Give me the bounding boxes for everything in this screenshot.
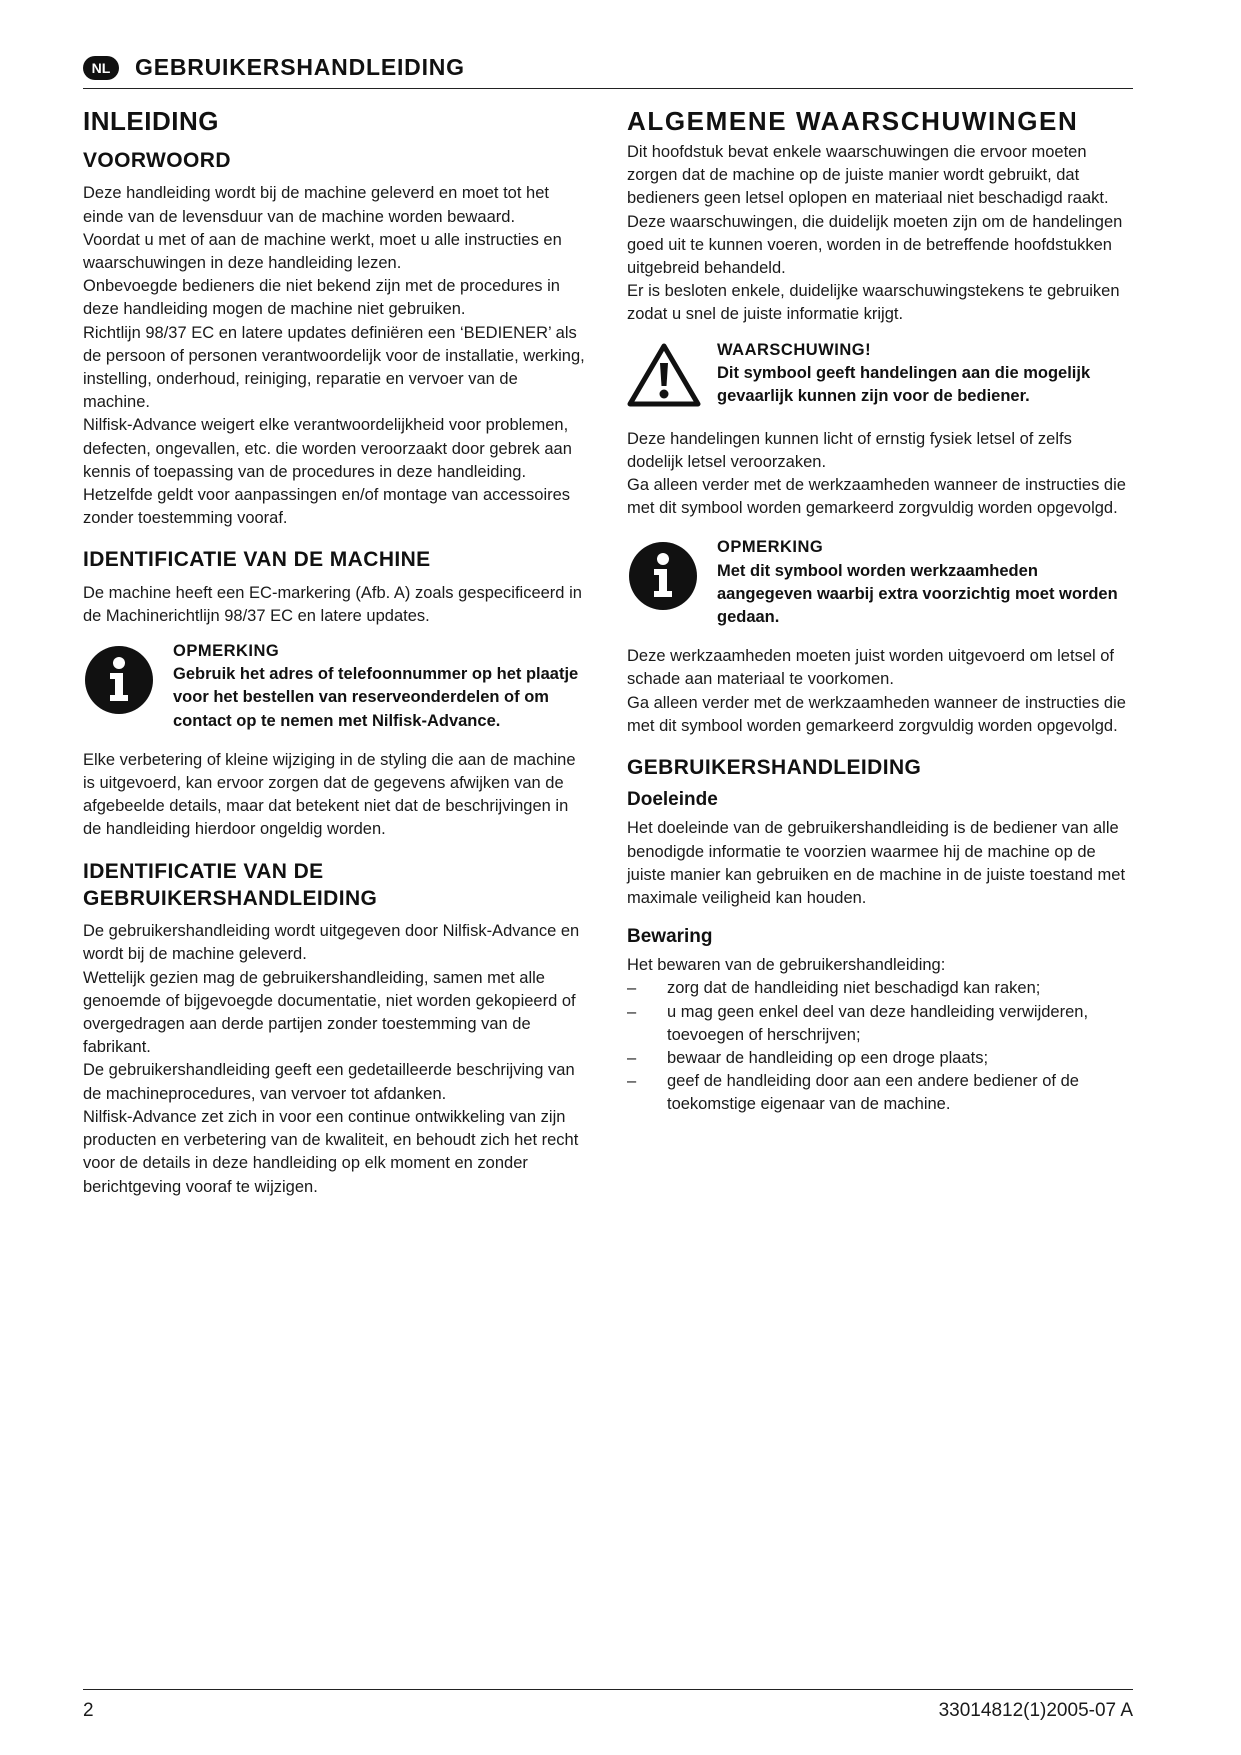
paragraph: Richtlijn 98/37 EC en latere updates definiëren een ‘BEDIENER’ als de persoon of personen verantwoordelijk voor de installatie, werking, instelling, onderhoud, reiniging, reparatie en vervoer van de machine. (83, 323, 585, 412)
paragraph: Het bewaren van de gebruikershandleiding: (627, 956, 946, 975)
note-text (717, 536, 1132, 629)
paragraph: De machine heeft een EC-markering (Afb. A) zoals gespecificeerd in de Machinerichtlijn 98/37 EC en latere updates. (83, 583, 582, 625)
note-body: Met dit symbool worden werkzaamheden aangegeven waarbij extra voorzichtig moet worden gedaan. (717, 561, 1118, 627)
warning-box (627, 339, 1132, 412)
list-item: – geef de handleiding door aan een andere bediener of de toekomstige eigenaar van de machine. (627, 1070, 1132, 1116)
paragraph: Nilfisk-Advance weigert elke verantwoordelijkheid voor problemen, defecten, ongevallen, etc. die worden veroorzaakt door gebrek aan kennis of toepassing van de procedures in deze handleiding. (83, 416, 572, 481)
paragraph: Elke verbetering of kleine wijziging in de styling die aan de machine is uitgevoerd, kan ervoor zorgen dat de gegevens afwijken van de afgebeelde details, maar dat betekent niet dat de beschrijvingen in de handleiding hierdoor ongeldig worden. (83, 750, 576, 839)
list-item: – bewaar de handleiding op een droge plaats; (627, 1047, 1132, 1070)
heading-line: GEBRUIKERSHANDLEIDING (83, 886, 378, 910)
heading-purpose: Doeleinde (627, 789, 718, 811)
document-code: 33014812(1)2005-07 A (938, 1700, 1133, 1721)
header-title: GEBRUIKERSHANDLEIDING (135, 54, 465, 80)
paragraph: Deze waarschuwingen, die duidelijk moeten zijn om de handelingen goed uit te kunnen voeren, worden in de betreffende hoofdstukken uitgebreid behandeld. (627, 212, 1123, 278)
note-box (83, 640, 588, 733)
paragraph: Deze werkzaamheden moeten juist worden uitgevoerd om letsel of schade aan materiaal te voorkomen. (627, 647, 1115, 689)
right-column (627, 106, 1132, 1117)
page-footer (83, 1689, 1133, 1730)
paragraph: Hetzelfde geldt voor aanpassingen en/of montage van accessoires zonder toestemming vooraf. (83, 485, 571, 528)
language-badge: NL (83, 56, 119, 80)
list-item: – zorg dat de handleiding niet beschadigd kan raken; (627, 977, 1132, 1000)
section-title-inleiding: INLEIDING (83, 106, 219, 136)
warning-triangle-icon (627, 339, 717, 412)
heading-storage: Bewaring (627, 926, 713, 948)
storage-list (627, 977, 1132, 1116)
note-followup (627, 645, 1132, 738)
paragraph: De gebruikershandleiding geeft een gedetailleerde beschrijving van de machineprocedures, van vervoer tot afdanken. (83, 1061, 575, 1103)
paragraph: Onbevoegde bedieners die niet bekend zijn met de procedures in deze handleiding mogen de machine niet gebruiken. (83, 277, 560, 319)
paragraph: Er is besloten enkele, duidelijke waarschuwingstekens te gebruiken zodat u snel de juiste informatie krijgt. (627, 282, 1120, 324)
warning-text (717, 339, 1132, 412)
paragraph: Wettelijk gezien mag de gebruikershandleiding, samen met alle genoemde of bijgevoegde documentatie, niet worden gekopieerd of overgedragen aan derde partijen zonder toestemming van de fabrikant. (83, 968, 576, 1057)
paragraph: Deze handleiding wordt bij de machine geleverd en moet tot het einde van de levensduur van de machine worden bewaard. (83, 184, 549, 226)
warning-label: WAARSCHUWING! (717, 340, 872, 359)
paragraph: Voordat u met of aan de machine werkt, moet u alle instructies en waarschuwingen in deze handleiding lezen. (83, 230, 562, 272)
page-header (83, 52, 1133, 89)
voorwoord-body (83, 182, 588, 530)
note-text (173, 640, 588, 733)
info-icon (627, 536, 717, 629)
heading-user-manual: GEBRUIKERSHANDLEIDING (627, 756, 922, 780)
paragraph: De gebruikershandleiding wordt uitgegeven door Nilfisk-Advance en wordt bij de machine geleverd. (83, 922, 580, 964)
left-column (83, 106, 588, 1199)
paragraph: Ga alleen verder met de werkzaamheden wanneer de instructies die met dit symbool worden gemarkeerd zorgvuldig worden opgevolgd. (627, 693, 1126, 735)
manual-identification-body (83, 920, 588, 1198)
paragraph: Dit hoofdstuk bevat enkele waarschuwingen die ervoor moeten zorgen dat de machine op de juiste manier wordt gebruikt, dat bedieners geen letsel oplopen en materiaal niet beschadigd raakt. (627, 143, 1109, 208)
paragraph: Nilfisk-Advance zet zich in voor een continue ontwikkeling van zijn producten en verbetering van de kwaliteit, en behoudt zich het recht voor de details in deze handleiding op elk moment en zonder berichtgeving vooraf te wijzigen. (83, 1107, 579, 1196)
warnings-intro (627, 141, 1132, 327)
paragraph: Het doeleinde van de gebruikershandleiding is de bediener van alle benodigde informatie te voorzien waarmee hij de machine op de juiste manier kan gebruiken en de machine in de juiste toestand met maximale veiligheid kan houden. (627, 819, 1126, 907)
page-number: 2 (83, 1700, 94, 1721)
heading-voorwoord: VOORWOORD (83, 149, 231, 172)
heading-manual-identification (83, 858, 588, 913)
note-label: OPMERKING (717, 538, 824, 557)
heading-machine-identification: IDENTIFICATIE VAN DE MACHINE (83, 548, 431, 572)
paragraph: Ga alleen verder met de werkzaamheden wanneer de instructies die met dit symbool worden gemarkeerd zorgvuldig worden opgevolgd. (627, 476, 1126, 518)
info-icon (83, 640, 173, 733)
warning-followup (627, 428, 1132, 521)
note-body: Gebruik het adres of telefoonnummer op het plaatje voor het bestellen van reserveonderdelen of om contact op te nemen met Nilfisk-Advance. (173, 665, 579, 730)
note-box (627, 536, 1132, 629)
heading-line: IDENTIFICATIE VAN DE (83, 859, 324, 883)
warning-body: Dit symbool geeft handelingen aan die mogelijk gevaarlijk kunnen zijn voor de bediener. (717, 363, 1091, 406)
paragraph: Deze handelingen kunnen licht of ernstig fysiek letsel of zelfs dodelijk letsel veroorzaken. (627, 429, 1072, 471)
note-label: OPMERKING (173, 642, 280, 661)
list-item: – u mag geen enkel deel van deze handleiding verwijderen, toevoegen of herschrijven; (627, 1001, 1132, 1047)
section-title-warnings: ALGEMENE WAARSCHUWINGEN (627, 106, 1079, 136)
